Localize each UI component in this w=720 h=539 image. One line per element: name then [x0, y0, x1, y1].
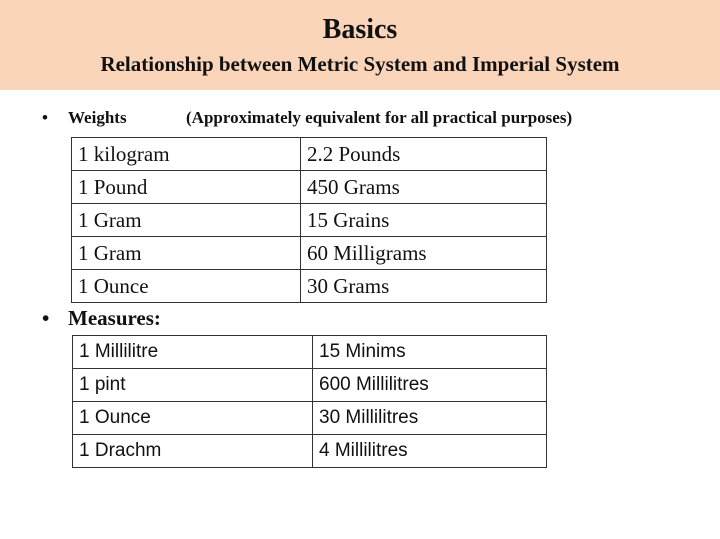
- equivalent-cell: 15 Minims: [313, 336, 547, 369]
- unit-cell: 1 Ounce: [73, 402, 313, 435]
- unit-cell: 1 Millilitre: [73, 336, 313, 369]
- weights-label: Weights: [68, 108, 127, 127]
- measures-heading: [42, 306, 161, 331]
- table-row: [72, 204, 547, 237]
- table-row: [72, 237, 547, 270]
- weights-note: (Approximately equivalent for all practical purposes): [186, 108, 573, 127]
- equivalent-cell: 30 Grams: [301, 270, 547, 303]
- weights-heading: [42, 108, 127, 128]
- table-row: [72, 171, 547, 204]
- slide-subtitle: Relationship between Metric System and Imperial System: [100, 52, 620, 76]
- measures-table: [72, 335, 547, 468]
- equivalent-cell: 4 Millilitres: [313, 435, 547, 468]
- table-row: [73, 435, 547, 468]
- table-row: [72, 270, 547, 303]
- equivalent-cell: 2.2 Pounds: [301, 138, 547, 171]
- bullet-icon: •: [42, 108, 48, 127]
- unit-cell: 1 Pound: [72, 171, 301, 204]
- unit-cell: 1 Gram: [72, 204, 301, 237]
- equivalent-cell: 450 Grams: [301, 171, 547, 204]
- table-row: [72, 138, 547, 171]
- unit-cell: 1 Ounce: [72, 270, 301, 303]
- table-row: [73, 336, 547, 369]
- weights-table: [71, 137, 547, 303]
- equivalent-cell: 60 Milligrams: [301, 237, 547, 270]
- slide-header: [0, 0, 720, 90]
- unit-cell: 1 Gram: [72, 237, 301, 270]
- unit-cell: 1 pint: [73, 369, 313, 402]
- equivalent-cell: 15 Grains: [301, 204, 547, 237]
- table-row: [73, 402, 547, 435]
- equivalent-cell: 30 Millilitres: [313, 402, 547, 435]
- unit-cell: 1 kilogram: [72, 138, 301, 171]
- equivalent-cell: 600 Millilitres: [313, 369, 547, 402]
- bullet-icon: •: [42, 306, 50, 330]
- unit-cell: 1 Drachm: [73, 435, 313, 468]
- table-row: [73, 369, 547, 402]
- measures-label: Measures:: [68, 306, 161, 330]
- slide-title: Basics: [322, 14, 398, 45]
